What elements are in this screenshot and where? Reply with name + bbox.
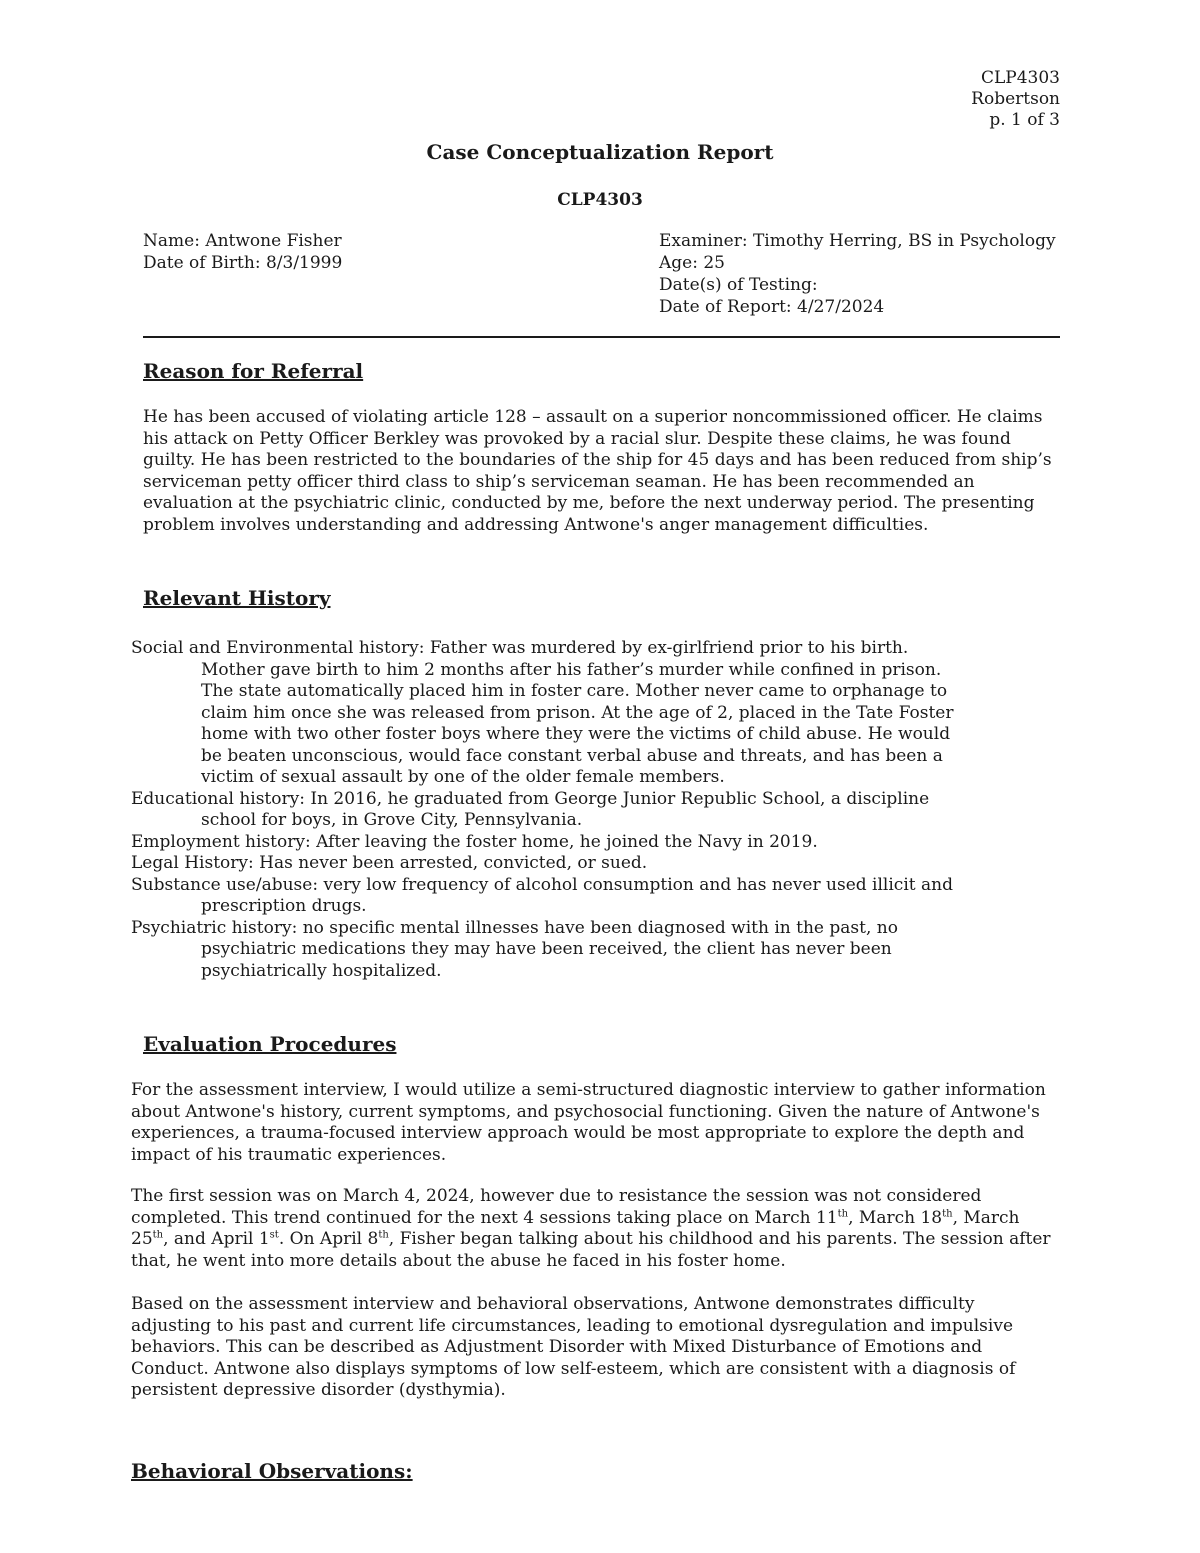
history-list [131,638,976,982]
examiner-info [659,230,1056,318]
header-course: CLP4303 [981,68,1060,88]
header-divider [143,336,1060,338]
header-author: Robertson [971,89,1060,109]
client-dob: Date of Birth: 8/3/1999 [143,253,343,273]
report-title: Case Conceptualization Report [426,140,774,164]
referral-text: He has been accused of violating article 128 – assault on a superior noncommissioned officer. He claims his attack on Petty Officer Berkley was provoked by a racial slur. Despite these claims, he was found guilty. He has been restricted to the boundaries of the ship for 45 days and has been reduced from ship’s serviceman petty officer third class to ship’s serviceman seaman. He has been recommended an evaluation at the psychiatric clinic, conducted by me, before the next underway period. The presenting problem involves understanding and addressing Antwone's anger management difficulties. [143,407,1052,535]
header-page-number: p. 1 of 3 [989,110,1060,130]
history-social: Social and Environmental history: Father was murdered by ex-girlfriend prior to his birth. Mother gave birth to him 2 months after his father’s murder while confined in prison. The state automatically placed him in foster care. Mother never came to orphanage to claim him once she was released from prison. At the age of 2, placed in the Tate Foster home with two other foster boys where they were the victims of child abuse. He would be beaten unconscious, would face constant verbal abuse and threats, and has been a victim of sexual assault by one of the older female members. [131,638,954,787]
history-psychiatric: Psychiatric history: no specific mental illnesses have been diagnosed with in the past, no psychiatric medications they may have been received, the client has never been psychiatrically hospitalized. [131,917,898,981]
history-legal: Legal History: Has never been arrested, convicted, or sued. [131,853,648,873]
evaluation-para-2: The first session was on March 4, 2024, however due to resistance the session was not considered completed. This trend continued for the next 4 sessions taking place on March 11th, March 18th, March 25th, and April 1st. On April 8th, Fisher began talking about his childhood and his parents. The session after that, he went into more details about the abuse he faced in his foster home. [131,1186,1051,1271]
client-info [143,230,342,274]
page-header [971,68,1060,131]
client-name: Name: Antwone Fisher [143,231,342,251]
evaluation-para-3: Based on the assessment interview and behavioral observations, Antwone demonstrates difficulty adjusting to his past and current life circumstances, leading to emotional dysregulation and impulsive behaviors. This can be described as Adjustment Disorder with Mixed Disturbance of Emotions and Conduct. Antwone also displays symptoms of low self-esteem, which are consistent with a diagnosis of persistent depressive disorder (dysthymia). [131,1294,1016,1400]
report-date: Date of Report: 4/27/2024 [659,297,885,317]
evaluation-heading: Evaluation Procedures [143,1032,397,1056]
history-educational: Educational history: In 2016, he graduated from George Junior Republic School, a discipline school for boys, in Grove City, Pennsylvania. [131,788,930,830]
history-heading: Relevant History [143,586,331,610]
evaluation-para-1: For the assessment interview, I would utilize a semi-structured diagnostic interview to gather information about Antwone's history, current symptoms, and psychosocial functioning. Given the nature of Antwone's experiences, a trauma-focused interview approach would be most appropriate to explore the depth and impact of his traumatic experiences. [131,1080,1046,1165]
testing-dates: Date(s) of Testing: [659,275,818,295]
behavioral-heading: Behavioral Observations: [131,1459,413,1483]
report-subtitle: CLP4303 [557,190,643,210]
history-employment: Employment history: After leaving the foster home, he joined the Navy in 2019. [131,831,818,852]
examiner-name: Examiner: Timothy Herring, BS in Psychology [659,231,1056,251]
client-age: Age: 25 [659,253,725,273]
referral-heading: Reason for Referral [143,359,364,383]
history-substance: Substance use/abuse: very low frequency of alcohol consumption and has never used illicit and prescription drugs. [131,874,953,916]
